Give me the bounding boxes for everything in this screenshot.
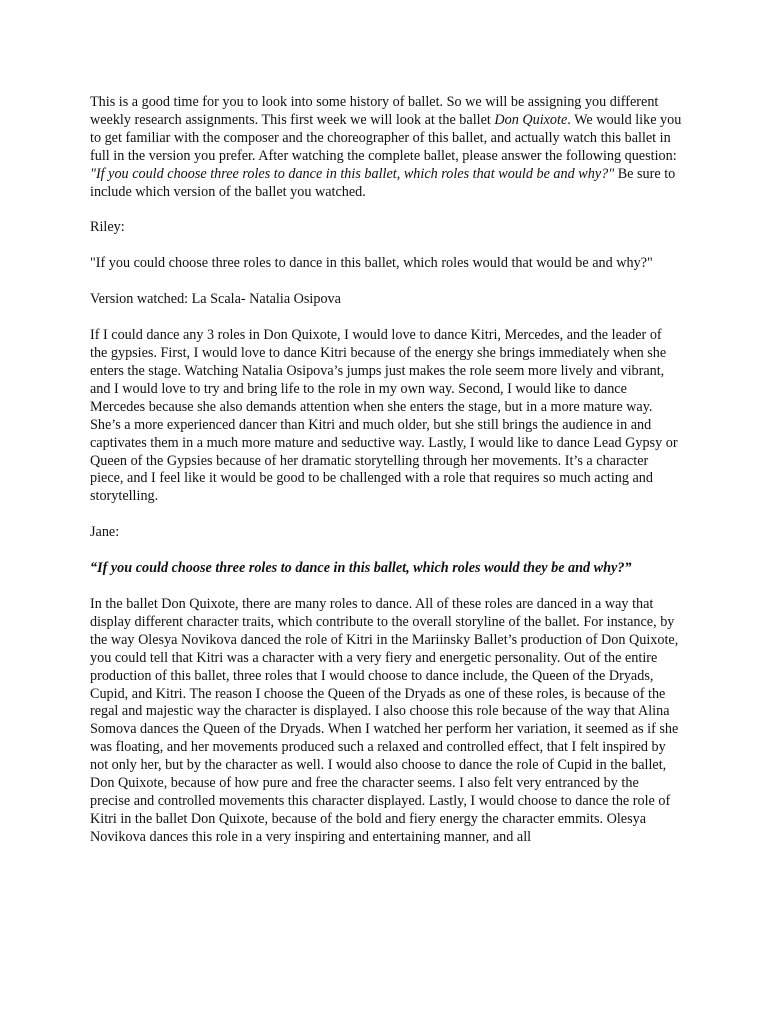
jane-name: Jane: (90, 524, 120, 541)
intro-text-1: This is a good time for you to look into some history of ballet. So we will be assigning you different weekly research assignments. This first week we will look at the ballet (90, 94, 659, 128)
intro-text-2: . We would like you to get familiar with the composer and the choreographer of this ballet, and actually watch this ballet in full in the version you prefer. After watching the complete ballet, please answer the following question: (90, 111, 682, 164)
riley-name: Riley: (90, 219, 125, 236)
riley-version: Version watched: La Scala- Natalia Osipova (90, 291, 341, 308)
intro-text-3: Be sure to include which version of the ballet you watched. (90, 165, 676, 200)
intro-paragraph (90, 94, 682, 201)
riley-question: "If you could choose three roles to dance in this ballet, which roles would that would be and why?" (90, 255, 653, 272)
riley-answer: If I could dance any 3 roles in Don Quixote, I would love to dance Kitri, Mercedes, and the leader of the gypsies. First, I would love to dance Kitri because of the energy she brings immediately when she enters the stage. Watching Natalia Osipova’s jumps just makes the role seem more lively and vibrant, and I would love to try and bring life to the role in my own way. Second, I would like to dance Mercedes because she also demands attention when she enters the stage, but in a more mature way. She’s a more experienced dancer than Kitri and much older, but she still brings the audience in and captivates them in a much more mature and seductive way. Lastly, I would like to dance Lead Gypsy or Queen of the Gypsies because of her dramatic storytelling through her movements. It’s a character piece, and I feel like it would be good to be challenged with a role that requires so much acting and storytelling. (90, 327, 678, 505)
intro-question: "If you could choose three roles to dance in this ballet, which roles that would be and why?" (90, 165, 615, 182)
jane-question: “If you could choose three roles to dance in this ballet, which roles would they be and why?” (90, 560, 632, 577)
ballet-title: Don Quixote (494, 111, 568, 128)
jane-answer: In the ballet Don Quixote, there are many roles to dance. All of these roles are danced in a way that display different character traits, which contribute to the overall storyline of the ballet. For instance, by the way Olesya Novikova danced the role of Kitri in the Mariinsky Ballet’s production of Don Quixote, you could tell that Kitri was a character with a very fiery and energetic personality. Out of the entire production of this ballet, three roles that I would choose to dance include, the Queen of the Dryads, Cupid, and Kitri. The reason I choose the Queen of the Dryads as one of these roles, is because of the regal and majestic way the character is displayed. I also choose this role because of the way that Alina Somova dances the Queen of the Dryads. When I watched her perform her variation, it seemed as if she was floating, and her movements produced such a relaxed and controlled effect, that I felt inspired by not only her, but by the character as well. I would also choose to dance the role of Cupid in the ballet, Don Quixote, because of how pure and free the character seems. I also felt very entranced by the precise and controlled movements this character displayed. Lastly, I would choose to dance the role of Kitri in the ballet Don Quixote, because of the bold and fiery energy the character emmits. Olesya Novikova dances this role in a very inspiring and entertaining manner, and all (90, 596, 679, 845)
